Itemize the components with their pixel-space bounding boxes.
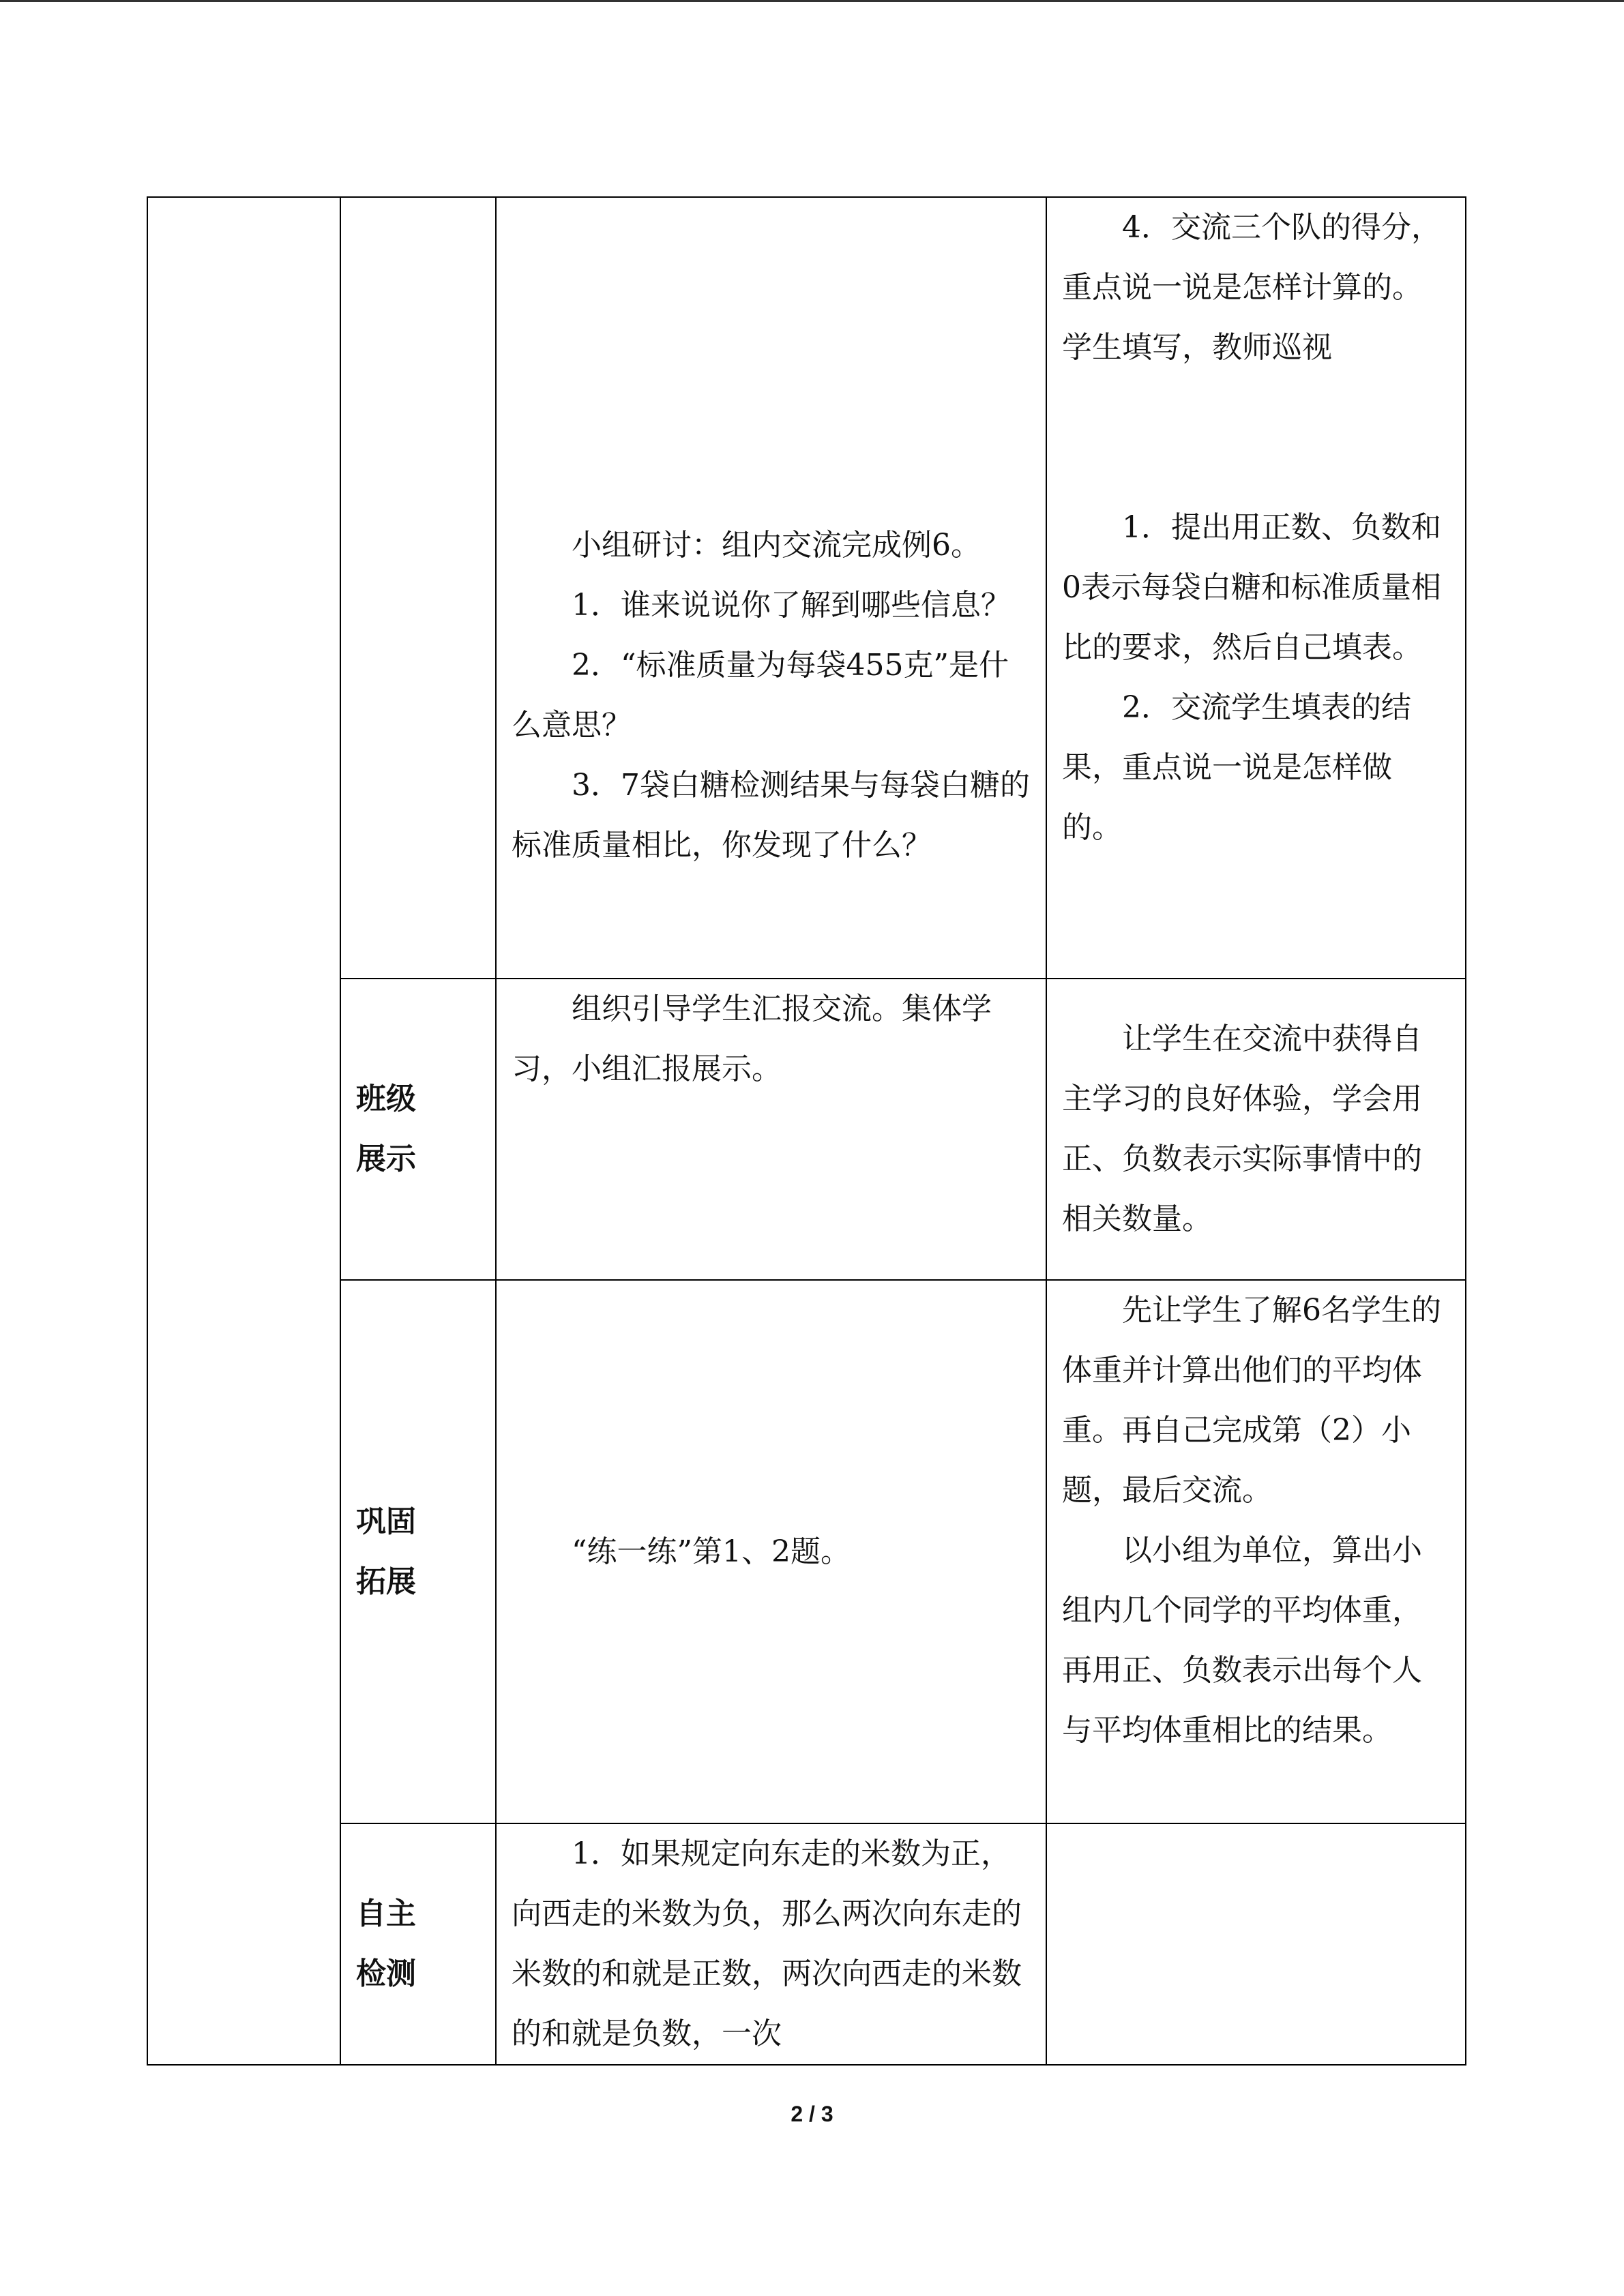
empty-left-cell [147,197,340,2065]
activity-paragraph: 3．7袋白糖检测结果与每袋白糖的标准质量相比，你发现了什么？ [512,768,1030,863]
notes-paragraph: 先让学生了解6名学生的体重并计算出他们的平均体重。再自己完成第（2）小题，最后交流。 [1062,1293,1441,1508]
notes-cell [1046,197,1466,979]
activity-cell [496,979,1046,1280]
activity-paragraph: 1．如果规定向东走的米数为正，向西走的米数为负，那么两次向东走的米数的和就是正数，两次向西走的米数的和就是负数，一次 [512,1836,1022,2051]
activity-cell [496,197,1046,979]
activity-paragraph: 小组研讨：组内交流完成例6。 [572,528,981,563]
table-row [147,1823,1466,2065]
notes-cell [1046,1280,1466,1823]
notes-cell [1046,979,1466,1280]
stage-label: 巩固 拓展 [356,1504,416,1599]
notes-cell [1046,1823,1466,2065]
activity-paragraph: 1．谁来说说你了解到哪些信息？ [572,588,1011,623]
stage-label: 班级 展示 [356,1082,416,1176]
stage-cell [340,1280,496,1823]
notes-paragraph: 让学生在交流中获得自主学习的良好体验，学会用正、负数表示实际事情中的相关数量。 [1062,1022,1422,1236]
notes-paragraph: 4．交流三个队的得分，重点说一说是怎样计算的。学生填写，教师巡视 [1062,210,1441,365]
stage-cell [340,979,496,1280]
lesson-plan-table [147,196,1466,2066]
table-row [147,1280,1466,1823]
activity-cell [496,1280,1046,1823]
table-row [147,979,1466,1280]
activity-cell [496,1823,1046,2065]
stage-cell [340,1823,496,2065]
notes-paragraph: 1．提出用正数、负数和0表示每袋白糖和标准质量相比的要求，然后自己填表。 [1062,510,1441,665]
stage-cell [340,197,496,979]
stage-label: 自主 检测 [356,1896,416,1991]
notes-paragraph: 以小组为单位，算出小组内几个同学的平均体重，再用正、负数表示出每个人与平均体重相比的结果。 [1062,1533,1422,1748]
activity-paragraph: 组织引导学生汇报交流。集体学习，小组汇报展示。 [512,992,992,1086]
activity-paragraph: “练一练”第1、2题。 [572,1534,851,1569]
page-number: 2 / 3 [791,2102,833,2126]
page-top-rule [0,0,1624,2]
table-row [147,197,1466,979]
notes-paragraph: 2．交流学生填表的结果，重点说一说是怎样做的。 [1062,690,1411,845]
activity-paragraph: 2．“标准质量为每袋455克”是什么意思？ [512,648,1009,743]
